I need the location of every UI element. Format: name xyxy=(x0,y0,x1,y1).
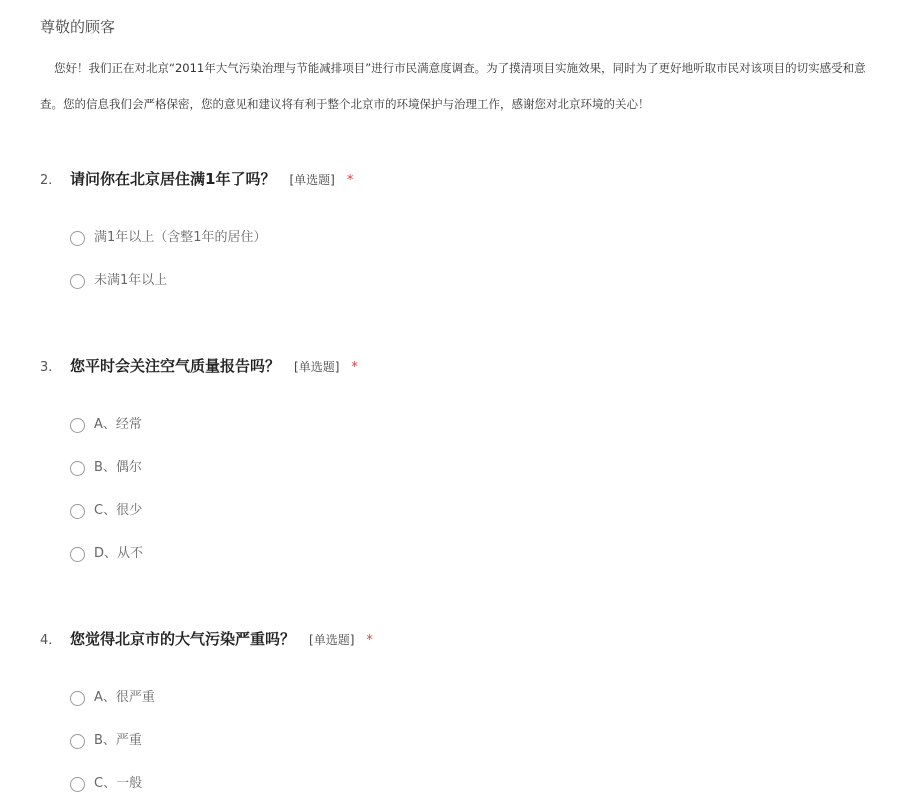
required-mark: * xyxy=(346,173,354,188)
required-mark: * xyxy=(366,633,373,648)
radio-button[interactable] xyxy=(70,418,85,433)
option-q3-c[interactable] xyxy=(70,501,143,544)
option-q3-d[interactable] xyxy=(70,544,143,587)
radio-button[interactable] xyxy=(70,274,85,289)
option-q4-c[interactable] xyxy=(70,774,155,800)
question-header xyxy=(40,166,880,192)
greeting-heading: 尊敬的顾客 xyxy=(40,18,116,36)
option-q3-b[interactable] xyxy=(70,458,143,501)
option-label[interactable]: C、一般 xyxy=(94,776,143,791)
intro-line-2: 查。您的信息我们会严格保密，您的意见和建议将有利于整个北京市的环境保护与治理工作，感谢您对北京环境的关心！ xyxy=(40,97,650,111)
radio-button[interactable] xyxy=(70,504,85,519)
radio-button[interactable] xyxy=(70,691,85,706)
option-list xyxy=(70,688,155,800)
question-2 xyxy=(40,166,880,288)
question-3 xyxy=(40,353,880,561)
question-number: 3. xyxy=(40,360,53,375)
intro-line-1: 您好！我们正在对北京“2011年大气污染治理与节能减排项目”进行市民满意度调查。为了摸清项目实施效果，同时为了更好地听取市民对该项目的切实感受和意 xyxy=(54,61,866,75)
option-label[interactable]: B、偶尔 xyxy=(94,460,142,475)
radio-button[interactable] xyxy=(70,777,85,792)
option-q2-a[interactable] xyxy=(70,228,267,271)
option-q3-a[interactable] xyxy=(70,415,143,458)
option-label[interactable]: C、很少 xyxy=(94,503,143,518)
radio-button[interactable] xyxy=(70,231,85,246)
option-list xyxy=(70,228,267,314)
question-type: [单选题] xyxy=(289,173,335,187)
question-header xyxy=(40,626,880,652)
option-label[interactable]: B、严重 xyxy=(94,733,142,748)
question-type: [单选题] xyxy=(294,360,340,374)
option-list xyxy=(70,415,143,587)
option-q2-b[interactable] xyxy=(70,271,267,314)
radio-button[interactable] xyxy=(70,734,85,749)
question-number: 4. xyxy=(40,633,53,648)
option-label[interactable]: D、从不 xyxy=(94,546,144,561)
required-mark: * xyxy=(351,360,358,375)
question-type: [单选题] xyxy=(309,633,355,647)
option-label[interactable]: A、很严重 xyxy=(94,690,155,705)
option-q4-a[interactable] xyxy=(70,688,155,731)
question-title: 您觉得北京市的大气污染严重吗？ xyxy=(70,630,296,648)
survey-intro xyxy=(40,56,900,128)
question-number: 2. xyxy=(40,173,53,188)
option-q4-b[interactable] xyxy=(70,731,155,774)
option-label[interactable]: A、经常 xyxy=(94,417,142,432)
question-header xyxy=(40,353,880,379)
question-title: 请问你在北京居住满1年了吗？ xyxy=(70,170,276,188)
option-label[interactable]: 未满1年以上 xyxy=(94,273,168,288)
radio-button[interactable] xyxy=(70,547,85,562)
radio-button[interactable] xyxy=(70,461,85,476)
question-4 xyxy=(40,626,880,791)
question-title: 您平时会关注空气质量报告吗？ xyxy=(70,357,281,375)
option-label[interactable]: 满1年以上（含整1年的居住） xyxy=(94,230,267,245)
